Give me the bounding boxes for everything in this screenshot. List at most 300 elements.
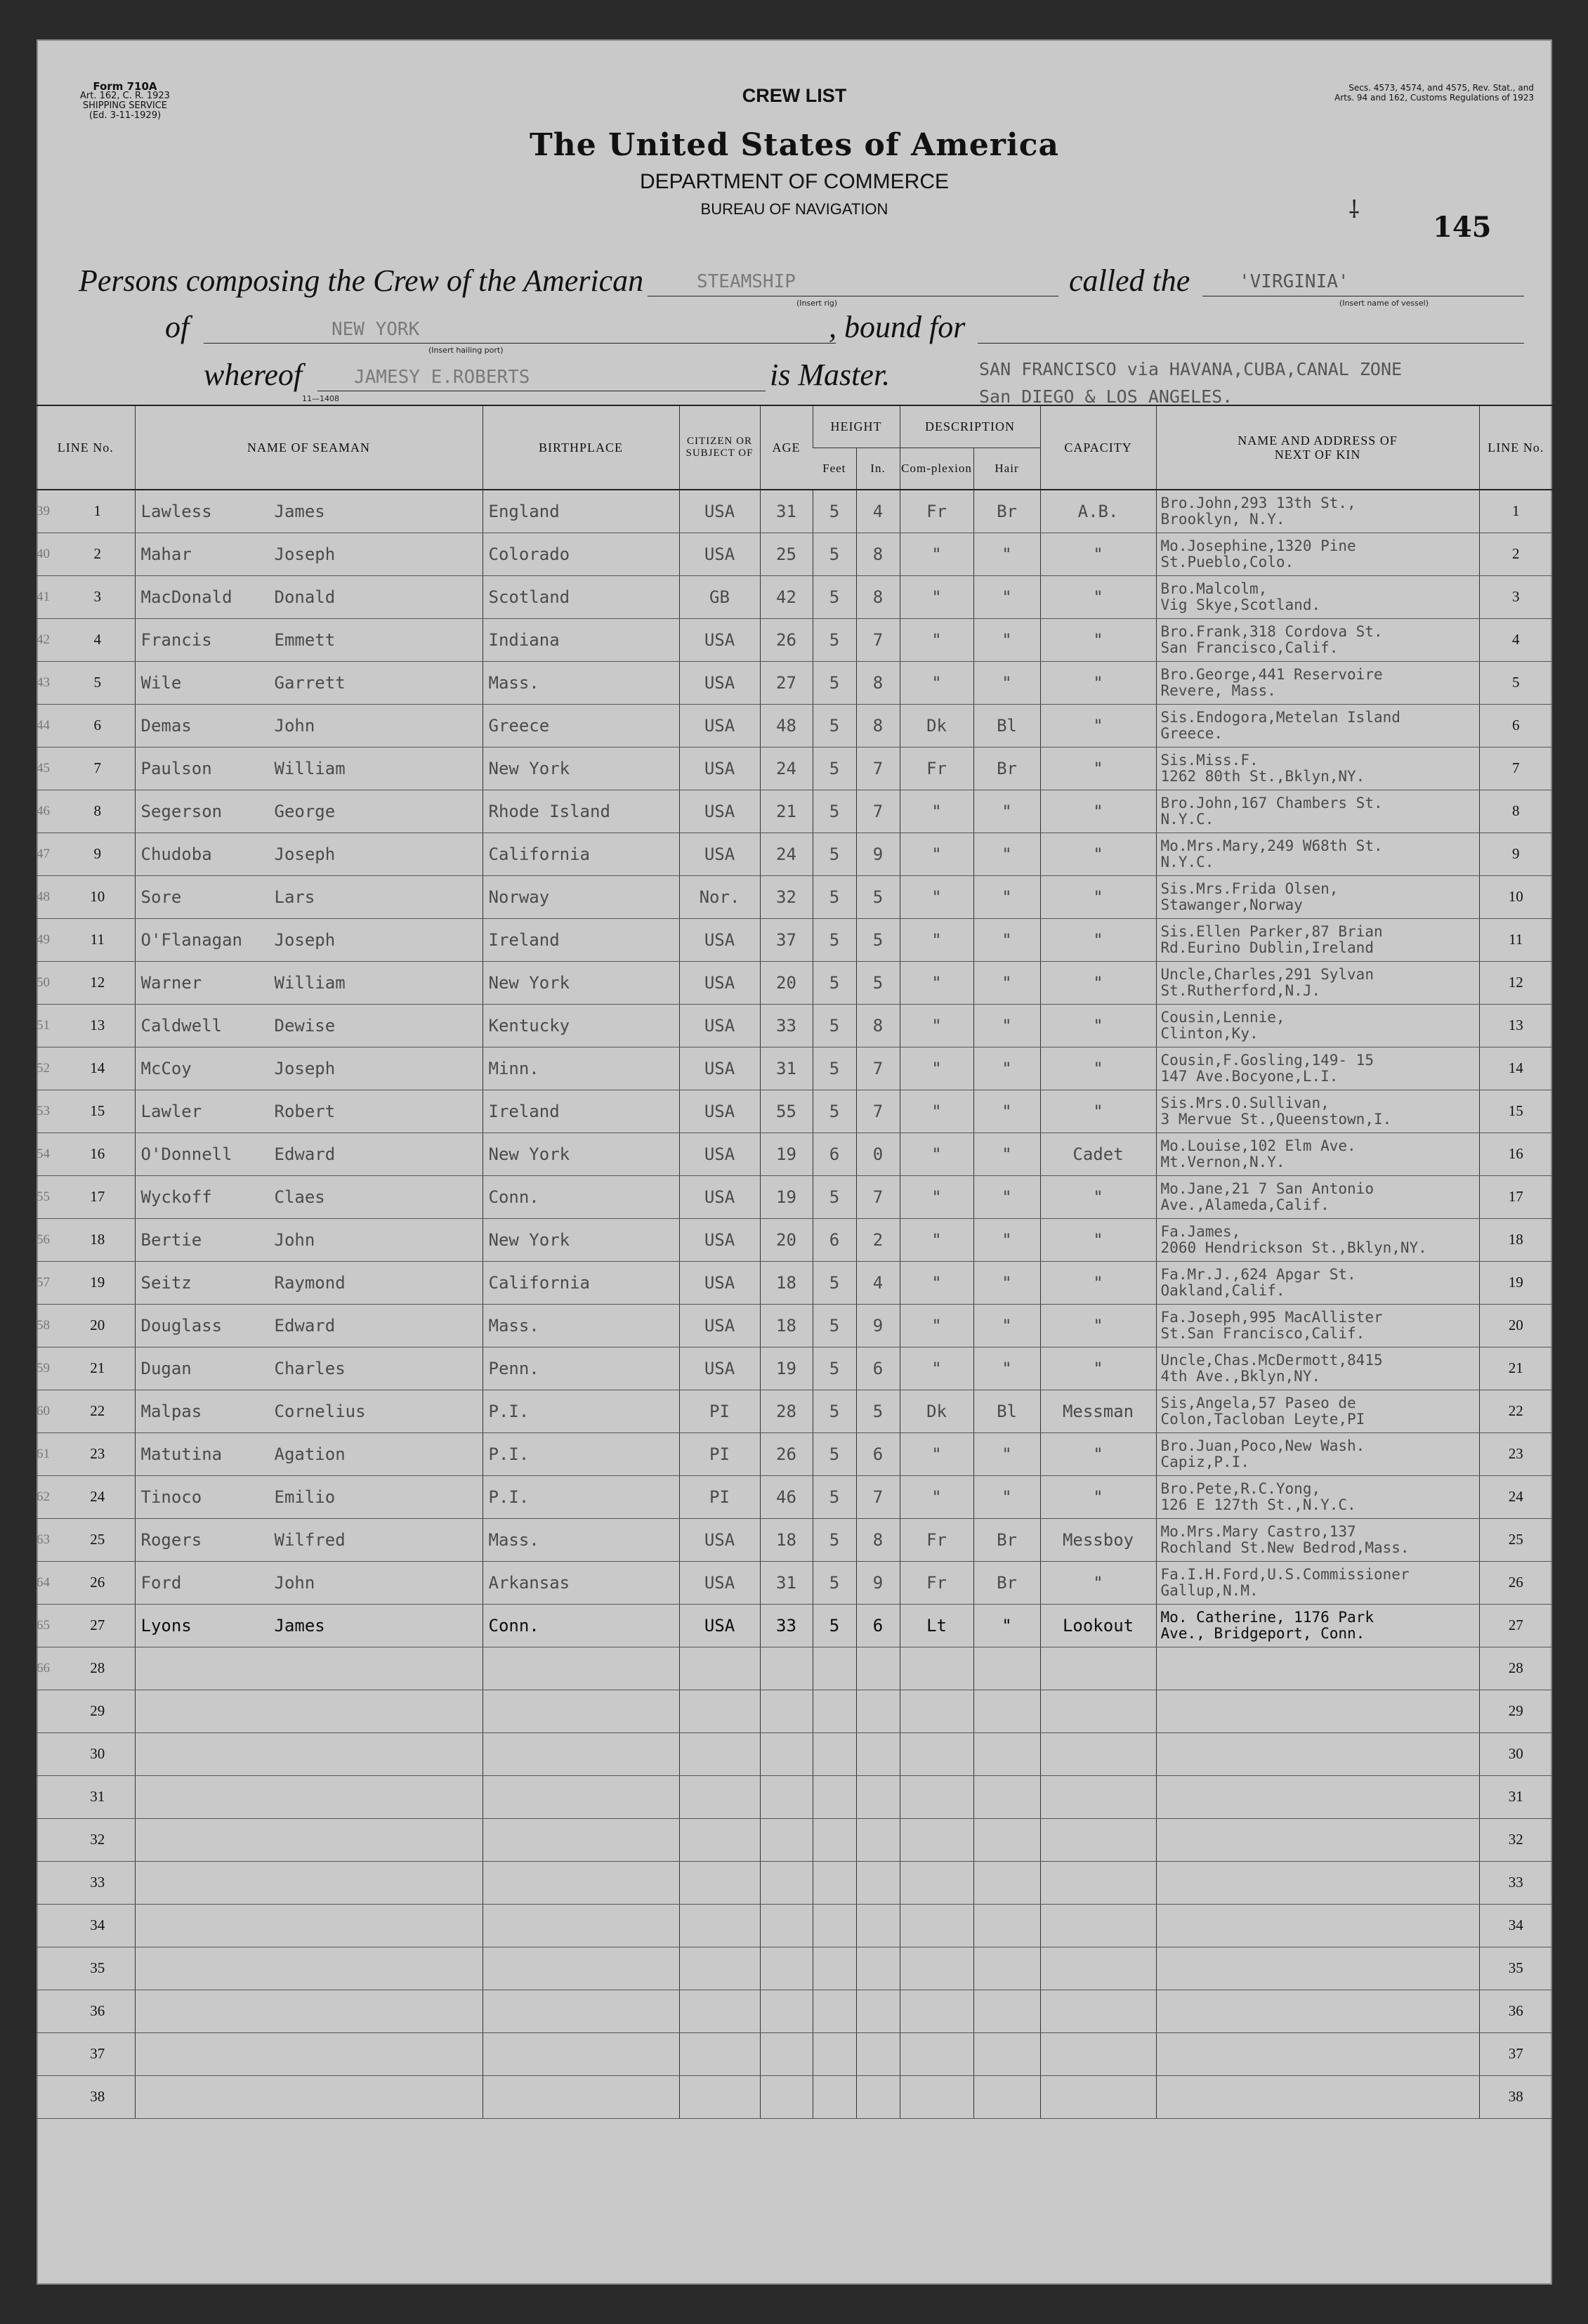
seaman-surname: Wyckoff: [140, 1187, 212, 1207]
hair-cell: ": [973, 1261, 1040, 1304]
whereof-label: whereof: [204, 358, 303, 392]
line-no-cell: [37, 1347, 135, 1390]
height-feet-cell: 5: [813, 1004, 856, 1047]
crew-rows: [37, 490, 1552, 2118]
height-inches-cell: 0: [856, 1132, 900, 1175]
kin-line-2: Oakland,Calif.: [1160, 1281, 1285, 1299]
seaman-surname: Segerson: [140, 801, 223, 821]
height-inches-cell: [856, 1647, 900, 1690]
height-feet-cell: 6: [813, 1132, 856, 1175]
birthplace-cell: [483, 1647, 679, 1690]
port-line: [204, 343, 836, 344]
hair-cell: ": [973, 1090, 1040, 1132]
crew-row: [37, 1732, 1552, 1775]
birthplace-cell: [483, 1818, 679, 1861]
citizenship-cell: USA: [679, 618, 760, 661]
next-of-kin-cell: [1156, 1732, 1479, 1775]
col-inches: In.: [856, 448, 900, 490]
complexion-cell: ": [900, 618, 973, 661]
hair-cell: ": [973, 833, 1040, 875]
line-number: 3: [93, 588, 101, 605]
line-no-right-cell: 38: [1479, 2075, 1552, 2118]
line-prefix: 39: [37, 503, 50, 518]
line-no-cell: [37, 1561, 135, 1604]
height-feet-cell: 5: [813, 833, 856, 875]
next-of-kin-cell: [1156, 961, 1479, 1004]
birthplace-cell: California: [483, 1261, 679, 1304]
citizenship-cell: [679, 2075, 760, 2118]
kin-line-1: Bro.Frank,318 Cordova St.: [1160, 622, 1383, 640]
kin-line-1: Sis.Endogora,Metelan Island: [1160, 708, 1400, 726]
of-label: of: [165, 310, 190, 344]
crew-row: [37, 1475, 1552, 1518]
height-feet-cell: [813, 1947, 856, 1990]
kin-line-2: N.Y.C.: [1160, 853, 1214, 870]
line-no-right-cell: 14: [1479, 1047, 1552, 1090]
age-cell: 19: [760, 1175, 813, 1218]
crew-table: [37, 405, 1552, 2119]
age-cell: 19: [760, 1132, 813, 1175]
next-of-kin-cell: [1156, 575, 1479, 618]
kin-line-1: Cousin,F.Gosling,149- 15: [1160, 1051, 1374, 1069]
birthplace-cell: [483, 1861, 679, 1904]
line-prefix: 49: [37, 932, 50, 947]
height-feet-cell: 5: [813, 1261, 856, 1304]
birthplace-cell: P.I.: [483, 1432, 679, 1475]
col-feet: Feet: [813, 448, 856, 490]
master-value: JAMESY E.ROBERTS: [354, 367, 530, 388]
age-cell: 32: [760, 875, 813, 918]
line-no-cell: [37, 833, 135, 875]
age-cell: 31: [760, 490, 813, 533]
line-no-cell: [37, 661, 135, 704]
height-inches-cell: 5: [856, 961, 900, 1004]
seaman-surname: Ford: [140, 1572, 182, 1593]
complexion-cell: Fr: [900, 747, 973, 790]
height-inches-cell: 7: [856, 618, 900, 661]
line-prefix: 48: [37, 889, 50, 904]
height-inches-cell: [856, 2032, 900, 2075]
age-cell: [760, 1775, 813, 1818]
kin-line-1: Mo.Josephine,1320 Pine: [1160, 537, 1356, 554]
line-no-right-cell: 17: [1479, 1175, 1552, 1218]
line-prefix: 44: [37, 717, 50, 733]
seaman-surname: Demas: [140, 715, 192, 736]
seaman-name-cell: [135, 1690, 483, 1732]
birthplace-cell: Minn.: [483, 1047, 679, 1090]
next-of-kin-cell: [1156, 490, 1479, 533]
next-of-kin-cell: [1156, 1347, 1479, 1390]
citizenship-cell: USA: [679, 1304, 760, 1347]
crew-row: [37, 918, 1552, 961]
line-number: 14: [90, 1059, 105, 1076]
statute-ref-line-2: Arts. 94 and 162, Customs Regulations of 1923: [1334, 93, 1534, 103]
complexion-cell: ": [900, 1090, 973, 1132]
next-of-kin-cell: [1156, 1518, 1479, 1561]
seaman-surname: Lawler: [140, 1101, 202, 1121]
hair-cell: ": [973, 575, 1040, 618]
next-of-kin-cell: [1156, 1775, 1479, 1818]
next-of-kin-cell: [1156, 661, 1479, 704]
capacity-cell: ": [1040, 1047, 1156, 1090]
line-no-cell: [37, 1904, 135, 1947]
citizenship-cell: GB: [679, 575, 760, 618]
line-number: 32: [90, 1831, 105, 1848]
line-number: 5: [93, 674, 101, 691]
line-no-cell: [37, 2032, 135, 2075]
line-no-right-cell: 15: [1479, 1090, 1552, 1132]
kin-line-2: Gallup,N.M.: [1160, 1581, 1259, 1599]
birthplace-cell: Conn.: [483, 1175, 679, 1218]
print-code: 11—1408: [302, 394, 339, 403]
crew-row: [37, 747, 1552, 790]
seaman-surname: Francis: [140, 629, 212, 650]
crew-row: [37, 790, 1552, 833]
age-cell: 33: [760, 1004, 813, 1047]
col-height: HEIGHT: [813, 405, 900, 448]
seaman-given-name: Charles: [274, 1358, 346, 1378]
capacity-cell: [1040, 1990, 1156, 2032]
line-no-cell: [37, 533, 135, 575]
statute-ref-line-1: Secs. 4573, 4574, and 4575, Rev. Stat., and: [1349, 83, 1534, 93]
height-feet-cell: 5: [813, 618, 856, 661]
line-prefix: 56: [37, 1232, 50, 1247]
seaman-surname: Mahar: [140, 544, 192, 564]
line-number: 18: [90, 1231, 105, 1248]
height-inches-cell: [856, 1904, 900, 1947]
line-no-right-cell: 2: [1479, 533, 1552, 575]
capacity-cell: [1040, 1947, 1156, 1990]
capacity-cell: ": [1040, 1432, 1156, 1475]
capacity-cell: ": [1040, 1475, 1156, 1518]
seaman-name-cell: [135, 875, 483, 918]
kin-line-1: Sis.Mrs.O.Sullivan,: [1160, 1094, 1330, 1111]
seaman-name-cell: [135, 961, 483, 1004]
line-no-cell: [37, 1647, 135, 1690]
height-inches-cell: 6: [856, 1347, 900, 1390]
citizenship-cell: USA: [679, 1175, 760, 1218]
col-line-no-right: LINE No.: [1479, 405, 1552, 490]
seaman-name-cell: [135, 1175, 483, 1218]
age-cell: [760, 1904, 813, 1947]
line-number: 7: [93, 759, 101, 776]
line-no-cell: [37, 1818, 135, 1861]
next-of-kin-cell: [1156, 1647, 1479, 1690]
page-number: 145: [1433, 211, 1492, 244]
seaman-given-name: Dewise: [274, 1015, 336, 1036]
line-prefix: 46: [37, 803, 50, 818]
age-cell: 31: [760, 1561, 813, 1604]
birthplace-cell: [483, 1947, 679, 1990]
statute-reference: [1239, 83, 1534, 103]
seaman-name-cell: [135, 1861, 483, 1904]
line-no-cell: [37, 1775, 135, 1818]
seaman-name-cell: [135, 1390, 483, 1432]
seaman-surname: Rogers: [140, 1529, 202, 1550]
seaman-given-name: Raymond: [274, 1272, 346, 1293]
capacity-cell: ": [1040, 1347, 1156, 1390]
kin-line-1: Uncle,Charles,291 Sylvan: [1160, 965, 1374, 983]
capacity-cell: [1040, 1861, 1156, 1904]
seaman-given-name: Garrett: [274, 672, 346, 693]
citizenship-cell: [679, 2032, 760, 2075]
line-no-cell: [37, 490, 135, 533]
line-number: 22: [90, 1402, 105, 1419]
line-prefix: 60: [37, 1403, 50, 1418]
height-inches-cell: [856, 2075, 900, 2118]
height-feet-cell: [813, 1690, 856, 1732]
line-no-right-cell: 7: [1479, 747, 1552, 790]
complexion-cell: ": [900, 1132, 973, 1175]
crew-row: [37, 1004, 1552, 1047]
capacity-cell: ": [1040, 961, 1156, 1004]
line-no-cell: [37, 1261, 135, 1304]
line-prefix: 58: [37, 1317, 50, 1333]
kin-line-1: Bro.John,167 Chambers St.: [1160, 794, 1383, 811]
seaman-given-name: John: [274, 715, 315, 736]
complexion-cell: ": [900, 1004, 973, 1047]
line-prefix: 57: [37, 1274, 50, 1290]
height-feet-cell: 5: [813, 961, 856, 1004]
line-no-cell: [37, 918, 135, 961]
age-cell: 55: [760, 1090, 813, 1132]
height-inches-cell: 7: [856, 1475, 900, 1518]
height-feet-cell: 5: [813, 1432, 856, 1475]
kin-line-2: Colon,Tacloban Leyte,PI: [1160, 1410, 1365, 1428]
crew-row: [37, 1132, 1552, 1175]
height-inches-cell: 9: [856, 833, 900, 875]
seaman-given-name: Edward: [274, 1144, 336, 1164]
height-feet-cell: 5: [813, 704, 856, 747]
citizenship-cell: [679, 1732, 760, 1775]
birthplace-cell: Ireland: [483, 1090, 679, 1132]
line-number: 37: [90, 2045, 105, 2062]
height-inches-cell: 8: [856, 1004, 900, 1047]
crew-row: [37, 1818, 1552, 1861]
age-cell: 46: [760, 1475, 813, 1518]
birthplace-cell: Norway: [483, 875, 679, 918]
height-feet-cell: 5: [813, 1347, 856, 1390]
kin-line-1: Sis.Ellen Parker,87 Brian: [1160, 922, 1383, 940]
line-no-right-cell: 20: [1479, 1304, 1552, 1347]
next-of-kin-cell: [1156, 790, 1479, 833]
kin-line-1: Sis,Angela,57 Paseo de: [1160, 1394, 1356, 1411]
height-inches-cell: 8: [856, 661, 900, 704]
seaman-name-cell: [135, 1947, 483, 1990]
citizenship-cell: PI: [679, 1475, 760, 1518]
line-number: 23: [90, 1445, 105, 1462]
height-feet-cell: 6: [813, 1218, 856, 1261]
seaman-surname: Dugan: [140, 1358, 192, 1378]
kin-line-1: Uncle,Chas.McDermott,8415: [1160, 1351, 1383, 1369]
complexion-cell: ": [900, 1218, 973, 1261]
birthplace-cell: Conn.: [483, 1604, 679, 1647]
crew-row: [37, 1518, 1552, 1561]
complexion-cell: ": [900, 533, 973, 575]
seaman-given-name: Emilio: [274, 1487, 336, 1507]
crew-row: [37, 1347, 1552, 1390]
line-no-right-cell: 18: [1479, 1218, 1552, 1261]
line-no-right-cell: 23: [1479, 1432, 1552, 1475]
citizenship-cell: [679, 1861, 760, 1904]
persons-label: Persons composing the Crew of the American: [79, 263, 644, 298]
seaman-name-cell: [135, 1518, 483, 1561]
birthplace-cell: New York: [483, 1218, 679, 1261]
citizenship-cell: PI: [679, 1432, 760, 1475]
complexion-cell: [900, 2032, 973, 2075]
col-citizen: CITIZEN OR SUBJECT OF: [679, 405, 760, 490]
seaman-name-cell: [135, 1218, 483, 1261]
line-no-right-cell: 8: [1479, 790, 1552, 833]
complexion-cell: [900, 1904, 973, 1947]
kin-line-2: 1262 80th St.,Bklyn,NY.: [1160, 767, 1365, 785]
seaman-surname: Warner: [140, 972, 202, 993]
seaman-name-cell: [135, 1047, 483, 1090]
seaman-given-name: Joseph: [274, 544, 336, 564]
hair-cell: ": [973, 1475, 1040, 1518]
line-no-cell: [37, 1690, 135, 1732]
capacity-cell: ": [1040, 1004, 1156, 1047]
height-feet-cell: 5: [813, 1518, 856, 1561]
height-feet-cell: [813, 1861, 856, 1904]
capacity-cell: ": [1040, 575, 1156, 618]
birthplace-cell: [483, 1904, 679, 1947]
vessel-hint: (Insert name of vessel): [1339, 299, 1429, 308]
capacity-cell: [1040, 1818, 1156, 1861]
seaman-given-name: Lars: [274, 887, 315, 907]
seaman-name-cell: [135, 490, 483, 533]
birthplace-cell: P.I.: [483, 1390, 679, 1432]
capacity-cell: [1040, 1775, 1156, 1818]
seaman-surname: Matutina: [140, 1444, 223, 1464]
crew-row: [37, 1647, 1552, 1690]
capacity-cell: ": [1040, 875, 1156, 918]
line-number: 26: [90, 1574, 105, 1591]
col-next-of-kin: NAME AND ADDRESS OF NEXT OF KIN: [1156, 405, 1479, 490]
age-cell: 33: [760, 1604, 813, 1647]
line-no-right-cell: 10: [1479, 875, 1552, 918]
seaman-name-cell: [135, 1775, 483, 1818]
kin-line-2: Rd.Eurino Dublin,Ireland: [1160, 939, 1374, 956]
height-feet-cell: 5: [813, 490, 856, 533]
kin-line-1: Mo.Mrs.Mary,249 W68th St.: [1160, 837, 1383, 854]
rig-value: STEAMSHIP: [697, 271, 796, 292]
capacity-cell: [1040, 1732, 1156, 1775]
seaman-name-cell: [135, 704, 483, 747]
seaman-name-cell: [135, 833, 483, 875]
complexion-cell: ": [900, 875, 973, 918]
height-feet-cell: 5: [813, 1304, 856, 1347]
birthplace-cell: England: [483, 490, 679, 533]
citizenship-cell: [679, 1818, 760, 1861]
complexion-cell: Dk: [900, 1390, 973, 1432]
crew-row: [37, 2032, 1552, 2075]
complexion-cell: [900, 1861, 973, 1904]
crew-row: [37, 1690, 1552, 1732]
birthplace-cell: [483, 1990, 679, 2032]
line-no-cell: [37, 961, 135, 1004]
next-of-kin-cell: [1156, 1432, 1479, 1475]
height-feet-cell: 5: [813, 1604, 856, 1647]
capacity-cell: ": [1040, 704, 1156, 747]
line-no-right-cell: 26: [1479, 1561, 1552, 1604]
citizenship-cell: USA: [679, 961, 760, 1004]
hair-cell: ": [973, 661, 1040, 704]
line-number: 29: [90, 1702, 105, 1719]
complexion-cell: [900, 2075, 973, 2118]
age-cell: 27: [760, 661, 813, 704]
age-cell: 18: [760, 1304, 813, 1347]
next-of-kin-cell: [1156, 1047, 1479, 1090]
seaman-surname: Sore: [140, 887, 182, 907]
capacity-cell: ": [1040, 833, 1156, 875]
hair-cell: [973, 1990, 1040, 2032]
complexion-cell: [900, 1690, 973, 1732]
hair-cell: [973, 1732, 1040, 1775]
seaman-name-cell: [135, 1647, 483, 1690]
kin-line-2: N.Y.C.: [1160, 810, 1214, 828]
kin-line-2: 126 E 127th St.,N.Y.C.: [1160, 1496, 1356, 1513]
line-no-cell: [37, 790, 135, 833]
kin-line-2: Revere, Mass.: [1160, 681, 1276, 699]
hair-cell: [973, 2032, 1040, 2075]
crew-row: [37, 618, 1552, 661]
line-number: 6: [93, 717, 101, 733]
complexion-cell: ": [900, 661, 973, 704]
birthplace-cell: Mass.: [483, 661, 679, 704]
height-feet-cell: [813, 1904, 856, 1947]
line-no-right-cell: 12: [1479, 961, 1552, 1004]
citizenship-cell: Nor.: [679, 875, 760, 918]
height-inches-cell: 7: [856, 1175, 900, 1218]
seaman-given-name: Cornelius: [274, 1401, 366, 1421]
line-no-right-cell: 36: [1479, 1990, 1552, 2032]
seaman-given-name: Edward: [274, 1315, 336, 1336]
seaman-name-cell: [135, 1432, 483, 1475]
height-feet-cell: 5: [813, 533, 856, 575]
kin-line-1: Sis.Mrs.Frida Olsen,: [1160, 880, 1339, 897]
kin-line-2: Greece.: [1160, 724, 1223, 742]
line-no-right-cell: 33: [1479, 1861, 1552, 1904]
birthplace-cell: New York: [483, 747, 679, 790]
age-cell: 24: [760, 747, 813, 790]
complexion-cell: [900, 1732, 973, 1775]
seaman-surname: Lawless: [140, 501, 212, 521]
age-cell: 31: [760, 1047, 813, 1090]
kin-line-2: 147 Ave.Bocyone,L.I.: [1160, 1067, 1339, 1085]
complexion-cell: ": [900, 575, 973, 618]
birthplace-cell: Rhode Island: [483, 790, 679, 833]
line-number: 20: [90, 1317, 105, 1333]
height-feet-cell: 5: [813, 1390, 856, 1432]
line-no-cell: [37, 1004, 135, 1047]
hair-cell: ": [973, 1604, 1040, 1647]
line-no-right-cell: 1: [1479, 490, 1552, 533]
complexion-cell: ": [900, 1261, 973, 1304]
seaman-name-cell: [135, 747, 483, 790]
line-no-cell: [37, 1175, 135, 1218]
next-of-kin-cell: [1156, 1818, 1479, 1861]
line-no-cell: [37, 1047, 135, 1090]
line-prefix: 53: [37, 1103, 50, 1118]
line-number: 31: [90, 1788, 105, 1805]
kin-line-1: Bro.George,441 Reservoire: [1160, 665, 1383, 683]
height-feet-cell: 5: [813, 790, 856, 833]
hair-cell: ": [973, 1132, 1040, 1175]
crew-row: [37, 961, 1552, 1004]
hair-cell: [973, 1861, 1040, 1904]
line-prefix: 65: [37, 1617, 50, 1633]
